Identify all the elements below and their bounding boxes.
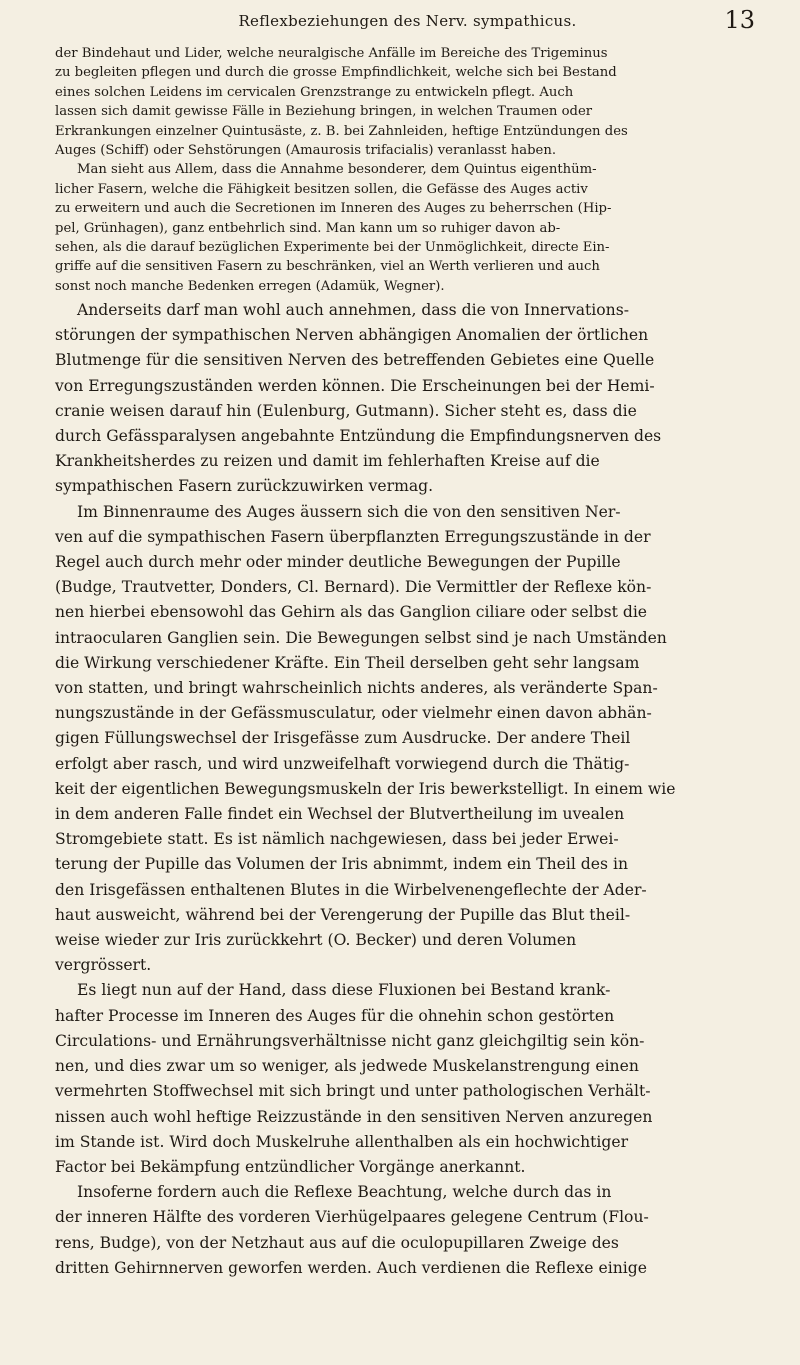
text-line: der Bindehaut und Lider, welche neuralgische Anfälle im Bereiche des Trigeminus <box>55 46 608 61</box>
text-line: erfolgt aber rasch, und wird unzweifelhaft vorwiegend durch die Thätig- <box>55 754 630 773</box>
text-line: den Irisgefässen enthaltenen Blutes in die Wirbelvenengeflechte der Ader- <box>55 880 647 899</box>
text-line: Anderseits darf man wohl auch annehmen, dass die von Innervations- <box>77 301 629 319</box>
text-line: eines solchen Leidens im cervicalen Grenzstrange zu entwickeln pflegt. Auch <box>55 84 574 100</box>
text-line: sehen, als die darauf bezüglichen Experimente bei der Unmöglichkeit, directe Ein- <box>55 240 610 256</box>
text-line: nungszustände in der Gefässmusculatur, oder vielmehr einen davon abhän- <box>55 704 652 723</box>
text-line: zu erweitern und auch die Secretionen im Inneren des Auges zu beherrschen (Hip- <box>55 201 612 217</box>
text-line: Auges (Schiff) oder Sehstörungen (Amaurosis trifacialis) veranlasst haben. <box>55 143 557 159</box>
page-number: 13 <box>724 6 755 34</box>
text-line: nen hierbei ebensowohl das Gehirn als das Ganglion ciliare oder selbst die <box>55 603 648 622</box>
text-line: Factor bei Bekämpfung entzündlicher Vorgänge anerkannt. <box>55 1157 526 1176</box>
text-line: cranie weisen darauf hin (Eulenburg, Gutmann). Sicher steht es, dass die <box>55 401 637 420</box>
text-line: Krankheitsherdes zu reizen und damit im fehlerhaften Kreise auf die <box>55 452 600 471</box>
text-line: dritten Gehirnnerven geworfen werden. Auch verdienen die Reflexe einige <box>55 1258 647 1277</box>
text-line: Es liegt nun auf der Hand, dass diese Fluxionen bei Bestand krank- <box>77 981 611 1000</box>
text-line: Man sieht aus Allem, dass die Annahme besonderer, dem Quintus eigenthüm- <box>77 162 597 178</box>
text-line: sympathischen Fasern zurückzuwirken vermag. <box>55 477 434 496</box>
text-line: keit der eigentlichen Bewegungsmuskeln der Iris bewerkstelligt. In einem wie <box>55 779 676 798</box>
text-line: lassen sich damit gewisse Fälle in Beziehung bringen, in welchen Traumen oder <box>55 104 593 120</box>
text-line: haut ausweicht, während bei der Verengerung der Pupille das Blut theil- <box>55 905 631 924</box>
text-line: rens, Budge), von der Netzhaut aus auf die oculopupillaren Zweige des <box>55 1233 619 1252</box>
text-line: Erkrankungen einzelner Quintusäste, z. B. bei Zahnleiden, heftige Entzündungen des <box>55 123 628 139</box>
text-line: gigen Füllungswechsel der Irisgefässe zum Ausdrucke. Der andere Theil <box>55 729 631 748</box>
text-line: pel, Grünhagen), ganz entbehrlich sind. Man kann um so ruhiger davon ab- <box>55 220 561 236</box>
text-line: der inneren Hälfte des vorderen Vierhügelpaares gelegene Centrum (Flou- <box>55 1208 649 1227</box>
text-line: in dem anderen Falle findet ein Wechsel der Blutvertheilung im uvealen <box>55 805 625 824</box>
text-line: weise wieder zur Iris zurückkehrt (O. Becker) und deren Volumen <box>55 931 577 950</box>
text-line: licher Fasern, welche die Fähigkeit besitzen sollen, die Gefässe des Auges activ <box>55 181 588 197</box>
text-line: vergrössert. <box>55 956 152 975</box>
text-line: zu begleiten pflegen und durch die grosse Empfindlichkeit, welche sich bei Bestand <box>55 65 617 81</box>
text-line: nen, und dies zwar um so weniger, als jedwede Muskelanstrengung einen <box>55 1057 639 1076</box>
text-line: intraocularen Ganglien sein. Die Bewegungen selbst sind je nach Umständen <box>55 628 667 647</box>
text-line: sonst noch manche Bedenken erregen (Adamük, Wegner). <box>55 278 445 294</box>
text-line: Im Binnenraume des Auges äussern sich die von den sensitiven Ner- <box>77 502 621 521</box>
text-line: im Stande ist. Wird doch Muskelruhe allenthalben als ein hochwichtiger <box>55 1132 629 1151</box>
text-line: Circulations- und Ernährungsverhältnisse nicht ganz gleichgiltig sein kön- <box>55 1031 645 1050</box>
text-line: nissen auch wohl heftige Reizzustände in den sensitiven Nerven anzuregen <box>55 1107 653 1126</box>
text-line: durch Gefässparalysen angebahnte Entzündung die Empfindungsnerven des <box>55 427 662 446</box>
text-line: von statten, und bringt wahrscheinlich nichts anderes, als veränderte Span- <box>55 679 658 698</box>
text-line: von Erregungszuständen werden können. Die Erscheinungen bei der Hemi- <box>55 376 655 395</box>
text-line: vermehrten Stoffwechsel mit sich bringt und unter pathologischen Verhält- <box>55 1082 651 1101</box>
running-title: Reflexbeziehungen des Nerv. sympathicus. <box>238 12 577 30</box>
text-line: Blutmenge für die sensitiven Nerven des betreffenden Gebietes eine Quelle <box>55 351 655 370</box>
text-line: griffe auf die sensitiven Fasern zu beschränken, viel an Werth verlieren und auch <box>55 259 600 275</box>
text-line: Insoferne fordern auch die Reflexe Beachtung, welche durch das in <box>77 1183 612 1202</box>
text-line: störungen der sympathischen Nerven abhängigen Anomalien der örtlichen <box>55 326 649 345</box>
text-line: Stromgebiete statt. Es ist nämlich nachgewiesen, dass bei jeder Erwei- <box>55 830 619 849</box>
text-line: die Wirkung verschiedener Kräfte. Ein Theil derselben geht sehr langsam <box>55 653 640 672</box>
text-line: hafter Processe im Inneren des Auges für die ohnehin schon gestörten <box>55 1006 615 1025</box>
text-line: ven auf die sympathischen Fasern überpflanzten Erregungszustände in der <box>55 527 651 546</box>
text-line: Regel auch durch mehr oder minder deutliche Bewegungen der Pupille <box>55 553 621 572</box>
main-text-paragraphs <box>55 298 775 1281</box>
text-line: (Budge, Trautvetter, Donders, Cl. Bernard). Die Vermittler der Reflexe kön- <box>55 578 652 597</box>
running-header <box>60 6 755 40</box>
small-print-paragraphs <box>55 44 775 296</box>
text-line: terung der Pupille das Volumen der Iris abnimmt, indem ein Theil des in <box>55 855 629 874</box>
